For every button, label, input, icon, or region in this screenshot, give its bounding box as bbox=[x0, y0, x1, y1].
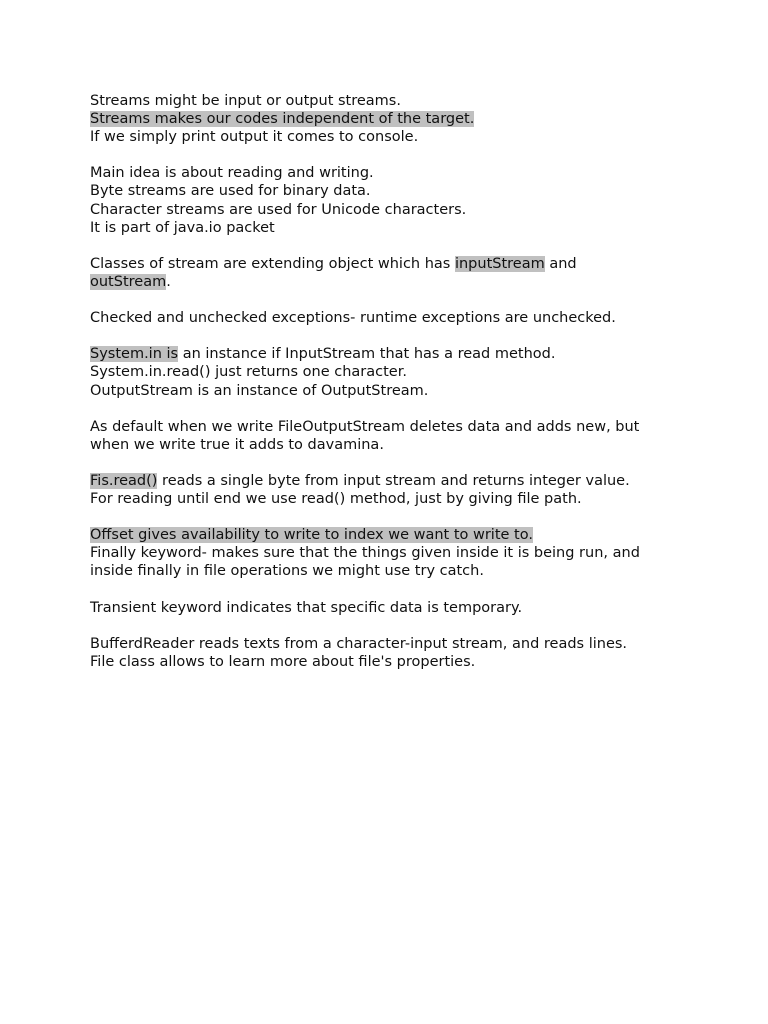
text-line bbox=[90, 182, 690, 200]
paragraph bbox=[90, 635, 690, 671]
text-line bbox=[90, 273, 690, 291]
text-line bbox=[90, 345, 690, 363]
highlighted-text: Fis.read() bbox=[90, 472, 158, 489]
text-segment: It is part of java.io packet bbox=[90, 219, 275, 236]
text-segment: As default when we write FileOutputStream deletes data and adds new, but bbox=[90, 418, 640, 435]
paragraph bbox=[90, 164, 690, 236]
text-line bbox=[90, 92, 690, 110]
text-segment: reads a single byte from input stream and returns integer value. bbox=[157, 472, 630, 489]
paragraph bbox=[90, 255, 690, 291]
text-line bbox=[90, 255, 690, 273]
text-line bbox=[90, 635, 690, 653]
text-segment: an instance if InputStream that has a read method. bbox=[178, 346, 556, 363]
text-segment: Classes of stream are extending object which has bbox=[90, 255, 455, 272]
text-line bbox=[90, 309, 690, 327]
highlighted-text: inputStream bbox=[454, 255, 545, 272]
highlighted-text: Offset gives availability to write to index we want to write to. bbox=[90, 527, 533, 544]
text-line bbox=[90, 201, 690, 219]
paragraph bbox=[90, 309, 690, 327]
text-segment: Finally keyword- makes sure that the things given inside it is being run, and bbox=[90, 545, 640, 562]
paragraph bbox=[90, 472, 690, 508]
paragraph bbox=[90, 599, 690, 617]
text-line bbox=[90, 418, 690, 436]
text-line bbox=[90, 544, 690, 562]
text-line bbox=[90, 164, 690, 182]
text-line bbox=[90, 562, 690, 580]
text-segment: Streams might be input or output streams. bbox=[90, 93, 401, 109]
text-segment: when we write true it adds to davamina. bbox=[90, 436, 384, 453]
document-body bbox=[90, 92, 690, 689]
text-line bbox=[90, 653, 690, 671]
text-line bbox=[90, 382, 690, 400]
text-segment: OutputStream is an instance of OutputStream. bbox=[90, 382, 429, 399]
text-segment: Transient keyword indicates that specific data is temporary. bbox=[90, 599, 523, 616]
text-line bbox=[90, 219, 690, 237]
text-line bbox=[90, 599, 690, 617]
text-segment: inside finally in file operations we might use try catch. bbox=[90, 563, 484, 580]
text-line bbox=[90, 436, 690, 454]
text-line bbox=[90, 363, 690, 381]
paragraph bbox=[90, 526, 690, 580]
text-segment: Character streams are used for Unicode characters. bbox=[90, 201, 467, 218]
highlighted-text: outStream bbox=[90, 273, 167, 290]
highlighted-text: System.in is bbox=[90, 346, 179, 363]
text-segment: Checked and unchecked exceptions- runtime exceptions are unchecked. bbox=[90, 310, 616, 327]
text-line bbox=[90, 128, 690, 146]
text-line bbox=[90, 472, 690, 490]
text-line bbox=[90, 110, 690, 128]
text-segment: and bbox=[544, 255, 577, 272]
text-segment: Main idea is about reading and writing. bbox=[90, 165, 374, 182]
text-segment: If we simply print output it comes to console. bbox=[90, 129, 419, 146]
highlighted-text: Streams makes our codes independent of the target. bbox=[90, 111, 475, 128]
text-segment: . bbox=[166, 273, 171, 290]
text-segment: Byte streams are used for binary data. bbox=[90, 183, 371, 200]
paragraph bbox=[90, 92, 690, 146]
text-line bbox=[90, 490, 690, 508]
paragraph bbox=[90, 345, 690, 399]
text-segment: File class allows to learn more about file's properties. bbox=[90, 653, 476, 670]
text-line bbox=[90, 526, 690, 544]
text-segment: BufferdReader reads texts from a character-input stream, and reads lines. bbox=[90, 635, 628, 652]
text-segment: For reading until end we use read() method, just by giving file path. bbox=[90, 491, 582, 508]
paragraph bbox=[90, 418, 690, 454]
text-segment: System.in.read() just returns one character. bbox=[90, 364, 407, 381]
